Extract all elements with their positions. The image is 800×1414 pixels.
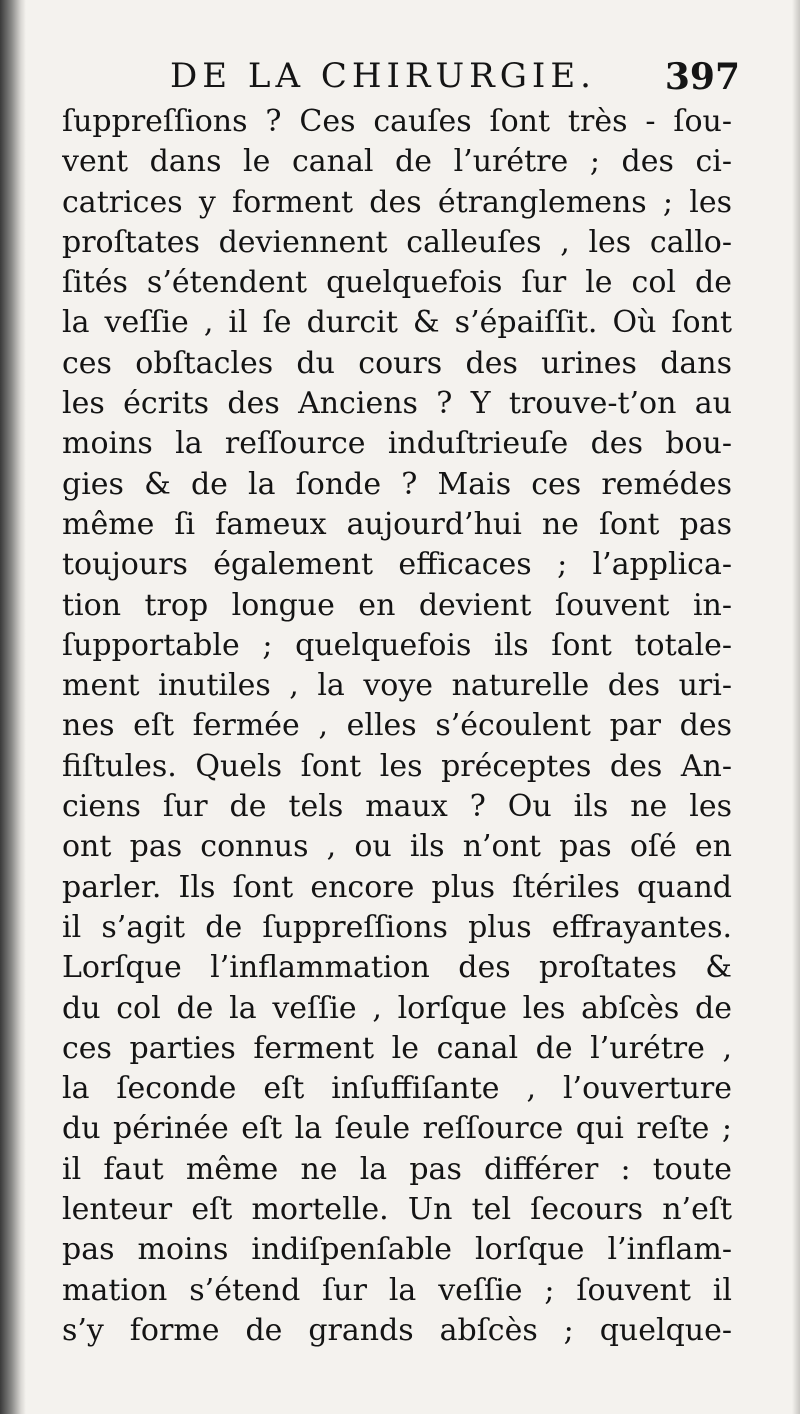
text-line: parler. Ils ſont encore plus ſtériles quand xyxy=(62,869,732,905)
text-line: ont pas connus , ou ils n’ont pas oſé en xyxy=(62,829,732,865)
text-line: gies & de la ſonde ? Mais ces remédes xyxy=(62,466,732,502)
text-line: même ſi fameux aujourd’hui ne ſont pas xyxy=(62,506,732,542)
text-line: Lorſque l’inflammation des proſtates & xyxy=(62,950,732,986)
text-line: ſupportable ; quelquefois ils ſont totale- xyxy=(62,627,732,663)
text-line: mation s’étend ſur la veſſie ; ſouvent il xyxy=(62,1272,732,1308)
text-line: moins la reſſource induſtrieuſe des bou- xyxy=(62,426,732,462)
page-edge xyxy=(792,0,800,1414)
text-line: fiſtules. Quels ſont les préceptes des An- xyxy=(62,748,732,784)
text-line: ſités s’étendent quelquefois ſur le col de xyxy=(62,265,732,301)
page-header xyxy=(170,56,740,102)
text-line: lenteur eſt mortelle. Un tel ſecours n’eſt xyxy=(62,1192,732,1228)
running-title: DE LA CHIRURGIE. xyxy=(170,56,596,96)
text-line: du col de la veſſie , lorſque les abſcès de xyxy=(62,990,732,1026)
text-line: pas moins indiſpenſable lorſque l’inflam- xyxy=(62,1232,732,1268)
text-line: ces parties ferment le canal de l’urétre , xyxy=(62,1030,732,1066)
text-line: tion trop longue en devient ſouvent in- xyxy=(62,587,732,623)
page-number: 397 xyxy=(664,56,740,98)
binding-shadow xyxy=(0,0,26,1414)
text-line: nes eſt fermée , elles s’écoulent par des xyxy=(62,708,732,744)
text-line: ciens ſur de tels maux ? Ou ils ne les xyxy=(62,789,732,825)
text-line: proſtates deviennent calleuſes , les callo- xyxy=(62,224,732,260)
text-line: il faut même ne la pas différer : toute xyxy=(62,1151,732,1187)
text-line: il s’agit de ſuppreſſions plus effrayantes. xyxy=(62,909,732,945)
text-line: toujours également efficaces ; l’applica- xyxy=(62,547,732,583)
text-line: vent dans le canal de l’urétre ; des ci- xyxy=(62,144,732,180)
body-text xyxy=(62,102,732,1351)
text-line: ces obſtacles du cours des urines dans xyxy=(62,345,732,381)
text-line: du périnée eſt la ſeule reſſource qui reſte ; xyxy=(62,1111,732,1147)
text-line: s’y forme de grands abſcès ; quelque- xyxy=(62,1312,732,1348)
text-line: la veſſie , il ſe durcit & s’épaiſſit. Où ſont xyxy=(62,305,732,341)
text-line: les écrits des Anciens ? Y trouve-t’on au xyxy=(62,386,732,422)
text-line: catrices y forment des étranglemens ; les xyxy=(62,184,732,220)
text-line: ment inutiles , la voye naturelle des uri- xyxy=(62,668,732,704)
text-line: ſuppreſſions ? Ces cauſes ſont très - ſou- xyxy=(62,104,732,139)
text-line: la ſeconde eſt inſuffiſante , l’ouverture xyxy=(62,1071,732,1107)
